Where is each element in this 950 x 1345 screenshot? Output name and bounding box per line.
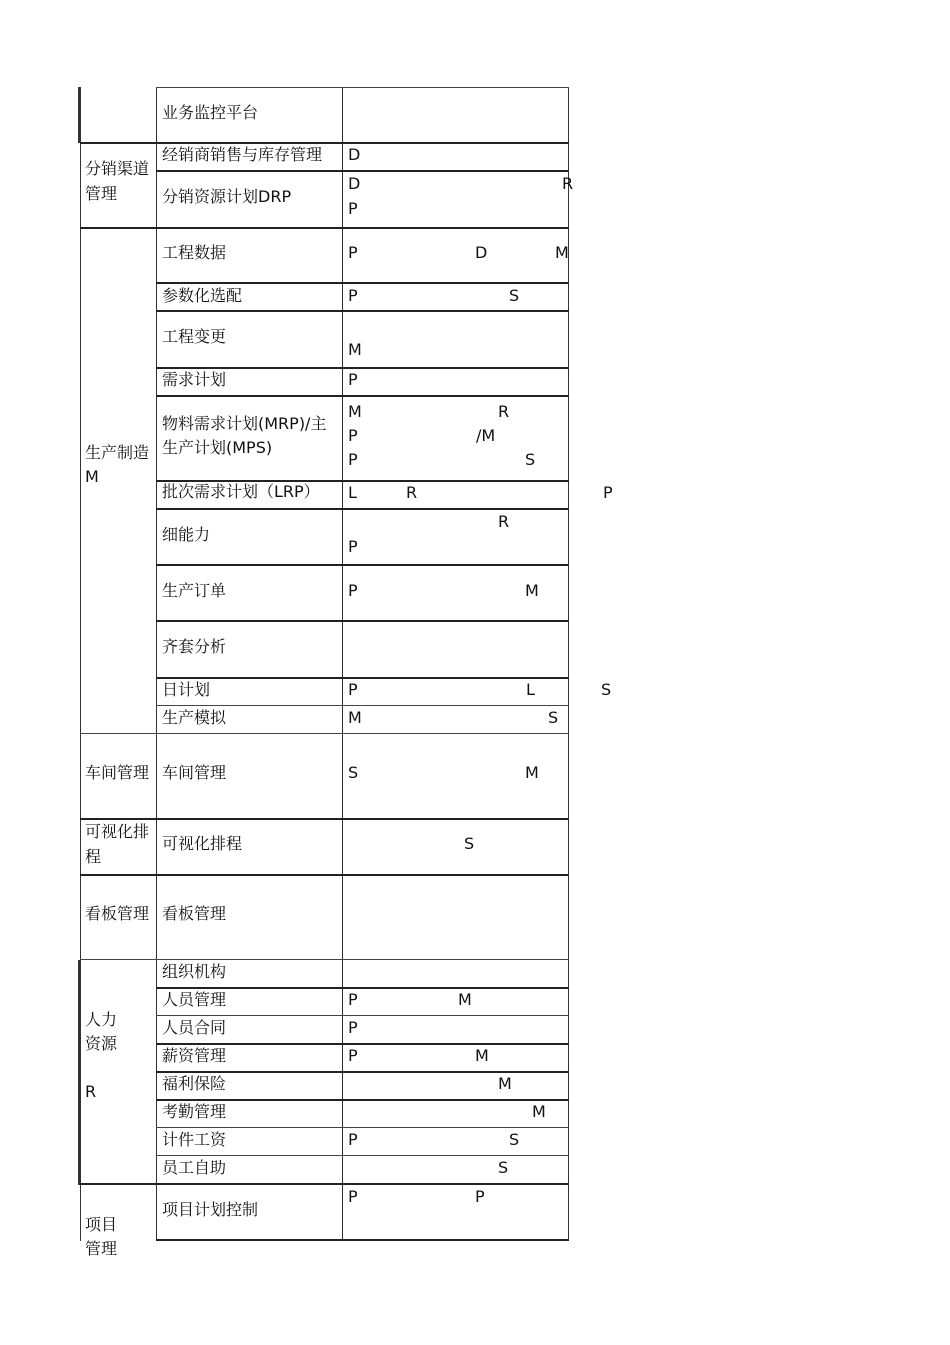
row-line xyxy=(156,310,569,312)
code-letter: P xyxy=(348,581,358,600)
code-letter: M xyxy=(348,340,362,359)
table-col-divider-2 xyxy=(342,87,343,1241)
table-col-divider-1 xyxy=(156,87,157,1241)
feature-name: 齐套分析 xyxy=(162,637,227,656)
feature-name: 工程数据 xyxy=(162,243,227,262)
code-letter: P xyxy=(348,450,358,469)
code-letter: M xyxy=(348,402,362,421)
group-hr-line1: 人力 xyxy=(85,1010,118,1029)
code-letter: P xyxy=(348,680,358,699)
code-letter: M xyxy=(555,243,569,262)
code-letter: P xyxy=(348,1046,358,1065)
code-letter: S xyxy=(601,680,612,699)
group-distribution-line1: 分销渠道 xyxy=(85,159,150,178)
code-letter: L xyxy=(526,680,535,699)
group-kanban: 看板管理 xyxy=(85,904,150,923)
code-letter: S xyxy=(464,834,475,853)
code-letter: S xyxy=(525,450,536,469)
feature-name: 人员管理 xyxy=(162,990,227,1009)
feature-name: 参数化选配 xyxy=(162,286,243,305)
row-line xyxy=(80,227,569,229)
code-letter: M xyxy=(458,990,472,1009)
group-manufacturing-line1: 生产制造 xyxy=(85,443,150,462)
code-letter: P xyxy=(348,243,358,262)
feature-name: 车间管理 xyxy=(162,763,227,782)
code-letter: L xyxy=(348,483,357,502)
feature-name: 计件工资 xyxy=(162,1130,227,1149)
group-hr-line2: 资源 xyxy=(85,1034,118,1053)
row-line xyxy=(156,87,569,88)
group-hr-line3: R xyxy=(85,1082,97,1101)
code-letter: P xyxy=(348,1130,358,1149)
code-letter: S xyxy=(548,708,559,727)
code-letter: M xyxy=(532,1102,546,1121)
code-letter: S xyxy=(348,763,359,782)
code-letter: R xyxy=(406,483,418,502)
feature-name: 生产模拟 xyxy=(162,708,227,727)
feature-name: 组织机构 xyxy=(162,962,227,981)
group-project-line2: 管理 xyxy=(85,1239,118,1258)
row-line xyxy=(80,818,569,820)
group-manufacturing-line2: M xyxy=(85,467,99,486)
code-letter: S xyxy=(498,1158,509,1177)
row-line xyxy=(156,564,569,566)
code-letter: D xyxy=(475,243,488,262)
row-line xyxy=(80,874,569,876)
code-letter: S xyxy=(509,1130,520,1149)
feature-name: 看板管理 xyxy=(162,904,227,923)
table-border-left-top xyxy=(78,87,81,143)
code-letter: P xyxy=(348,990,358,1009)
code-letter: M xyxy=(525,763,539,782)
code-letter: D xyxy=(348,145,361,164)
code-letter: M xyxy=(475,1046,489,1065)
group-workshop: 车间管理 xyxy=(85,763,150,782)
feature-name: 人员合同 xyxy=(162,1018,227,1037)
row-line xyxy=(80,1183,569,1185)
code-letter: P xyxy=(348,286,358,305)
code-letter: /M xyxy=(476,426,496,445)
code-letter: P xyxy=(603,483,613,502)
feature-name: 福利保险 xyxy=(162,1074,227,1093)
code-letter: P xyxy=(348,537,358,556)
code-letter: P xyxy=(348,1187,358,1206)
feature-name: 项目计划控制 xyxy=(162,1200,259,1219)
feature-name: 分销资源计划DRP xyxy=(162,187,292,206)
code-letter: P xyxy=(475,1187,485,1206)
row-line xyxy=(80,142,569,144)
group-distribution-line2: 管理 xyxy=(85,184,118,203)
feature-name: 工程变更 xyxy=(162,327,227,346)
row-line xyxy=(156,677,569,679)
code-letter: M xyxy=(498,1074,512,1093)
feature-name: 经销商销售与库存管理 xyxy=(162,145,323,164)
code-letter: P xyxy=(348,199,358,218)
code-letter: M xyxy=(525,581,539,600)
row-line xyxy=(156,620,569,622)
feature-name: 需求计划 xyxy=(162,370,227,389)
feature-name: 物料需求计划(MRP)/主 xyxy=(162,414,327,433)
row-line xyxy=(80,733,569,734)
feature-name: 生产订单 xyxy=(162,581,227,600)
code-letter: P xyxy=(348,1018,358,1037)
group-project-line1: 项目 xyxy=(85,1215,118,1234)
row-line xyxy=(156,1239,569,1241)
row-line xyxy=(80,959,569,960)
feature-name: 批次需求计划（LRP） xyxy=(162,482,320,501)
feature-name-line2: 生产计划(MPS) xyxy=(162,438,273,457)
code-letter: R xyxy=(498,402,510,421)
code-letter: R xyxy=(498,512,510,531)
feature-name: 员工自助 xyxy=(162,1158,227,1177)
group-visual-line2: 程 xyxy=(85,847,102,866)
code-letter: R xyxy=(562,174,574,193)
code-letter: M xyxy=(348,708,362,727)
feature-name: 日计划 xyxy=(162,680,211,699)
feature-name: 考勤管理 xyxy=(162,1102,227,1121)
feature-name: 业务监控平台 xyxy=(162,103,259,122)
code-letter: D xyxy=(348,174,361,193)
group-visual-line1: 可视化排 xyxy=(85,822,150,841)
code-letter: S xyxy=(509,286,520,305)
code-letter: P xyxy=(348,426,358,445)
feature-name: 可视化排程 xyxy=(162,834,243,853)
code-letter: P xyxy=(348,370,358,389)
table-border-left-hr xyxy=(78,960,81,1185)
feature-name: 薪资管理 xyxy=(162,1046,227,1065)
feature-name: 细能力 xyxy=(162,525,211,544)
row-line xyxy=(156,395,569,397)
row-line xyxy=(156,170,569,172)
